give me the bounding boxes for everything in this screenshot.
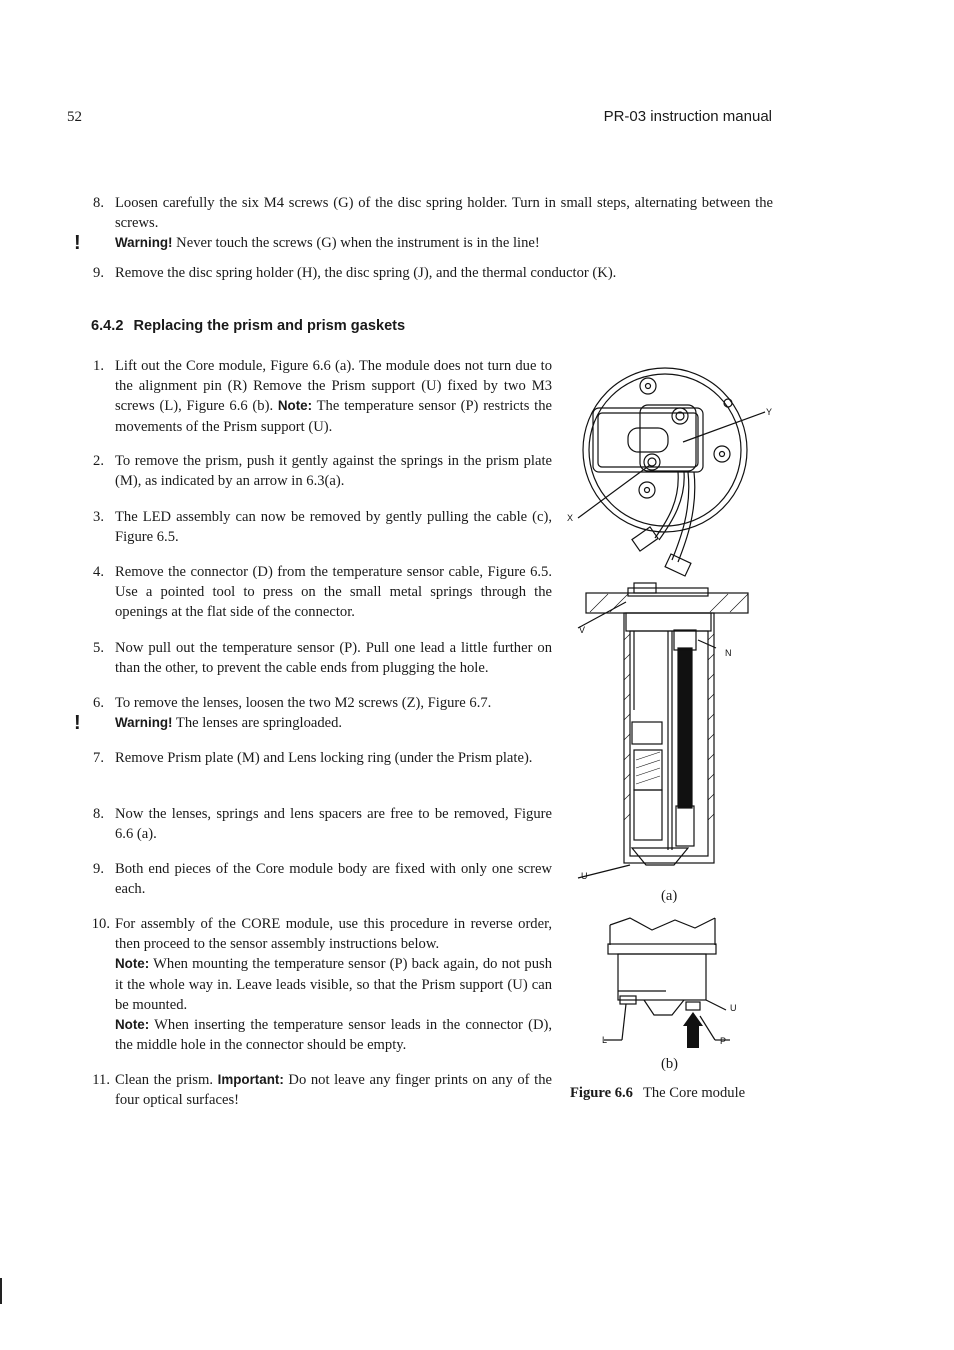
label-x: X — [567, 513, 574, 523]
figure-caption-text: The Core module — [642, 1085, 746, 1101]
figure-caption — [570, 1085, 745, 1102]
note-label: Note: — [277, 398, 313, 414]
label-u-detail: U — [730, 1003, 737, 1013]
section-heading — [91, 318, 405, 334]
list-number: 8. — [93, 806, 104, 822]
list-item — [115, 356, 552, 437]
running-header: PR-03 instruction manual — [603, 108, 772, 125]
warning-label: Warning! — [115, 235, 173, 250]
list-item: Loosen carefully the six M4 screws (G) of the disc spring holder. Turn in small steps, alternating between the screws. — [115, 195, 773, 232]
warning-icon: ! — [74, 232, 81, 254]
list-number: 10. — [91, 916, 110, 932]
list-item — [115, 1070, 552, 1110]
list-number: 5. — [93, 640, 104, 656]
list-item: To remove the prism, push it gently against the springs in the prism plate (M), as indicated by an arrow in 6.3(a). — [115, 453, 552, 490]
warning-label: Warning! — [115, 715, 173, 730]
label-l: L — [602, 1035, 608, 1045]
list-number: 2. — [93, 453, 104, 469]
label-v: V — [579, 625, 586, 635]
list-number: 3. — [93, 509, 104, 525]
note-label: Note: — [115, 956, 150, 972]
list-item: Both end pieces of the Core module body are fixed with only one screw each. — [115, 861, 552, 898]
list-number: 6. — [93, 695, 104, 711]
list-item: Now the lenses, springs and lens spacers are free to be removed, Figure 6.6 (a). — [115, 806, 552, 843]
step-text: Lift out the Core module, Figure 6.6 (a). The module does not turn due to the alignment pin (R) Remove the Prism support (U) fixed by two M3 screws (L), Figure 6.6 (b). — [115, 358, 552, 415]
note — [115, 954, 552, 1015]
step-text: For assembly of the CORE module, use this procedure in reverse order, then proceed to the sensor assembly instructions below. — [115, 916, 552, 953]
figure-caption-label: Figure 6.6 — [570, 1085, 633, 1101]
list-item: Remove Prism plate (M) and Lens locking ring (under the Prism plate). — [115, 750, 533, 766]
flange-outer — [583, 368, 747, 532]
warning-note — [115, 233, 773, 253]
page-edge-mark — [0, 1278, 2, 1304]
list-item: Remove the connector (D) from the temperature sensor cable, Figure 6.5. Use a pointed tool to press on the small metal springs through the openings at the flat side of the connector. — [115, 564, 552, 621]
subfigure-label-a: (a) — [661, 888, 678, 904]
list-number: 1. — [93, 358, 104, 374]
step-text: Do not leave any finger prints on any of the four optical surfaces! — [115, 1072, 552, 1109]
list-item: The LED assembly can now be removed by gently pulling the cable (c), Figure 6.5. — [115, 509, 552, 546]
list-number: 11. — [92, 1072, 110, 1088]
list-number: 9. — [93, 265, 104, 281]
warning-text: The lenses are springloaded. — [172, 715, 343, 731]
list-number: 9. — [93, 861, 104, 877]
list-item: To remove the lenses, loosen the two M2 screws (Z), Figure 6.7. — [115, 695, 492, 711]
note-text: When mounting the temperature sensor (P) back again, do not push it the whole way in. Leave leads visible, so that the Prism support (U) can be mounted. — [115, 956, 552, 1013]
step-text: The temperature sensor (P) restricts the movements of the Prism support (U). — [115, 398, 552, 435]
list-number: 7. — [93, 750, 104, 766]
section-number: 6.4.2 — [91, 318, 124, 334]
label-y: Y — [766, 407, 773, 417]
section-title: Replacing the prism and prism gaskets — [133, 318, 406, 334]
note — [115, 1015, 552, 1055]
warning-text: Never touch the screws (G) when the instrument is in the line! — [172, 235, 540, 251]
subfigure-label-b: (b) — [661, 1056, 679, 1072]
step-text: Clean the prism. — [115, 1072, 218, 1088]
label-p: P — [720, 1036, 727, 1046]
warning-note — [115, 713, 552, 733]
label-u: U — [581, 871, 588, 881]
figure-core-module — [560, 350, 775, 1120]
list-number: 8. — [93, 195, 104, 211]
list-item: Remove the disc spring holder (H), the disc spring (J), and the thermal conductor (K). — [115, 265, 617, 281]
flange-inner — [589, 374, 741, 526]
label-n: N — [725, 648, 732, 658]
note-label: Important: — [217, 1072, 284, 1087]
note-text: When inserting the temperature sensor leads in the connector (D), the middle hole in the connector should be empty. — [115, 1017, 552, 1054]
arrow-icon — [683, 1012, 703, 1048]
list-number: 4. — [93, 564, 104, 580]
list-item — [115, 914, 552, 1055]
list-item: Now pull out the temperature sensor (P). Pull one lead a little further on than the other, to prevent the cable ends from plugging the hole. — [115, 640, 552, 677]
core-module-drawing — [560, 350, 775, 1120]
note-label: Note: — [115, 1017, 150, 1033]
warning-icon: ! — [74, 712, 81, 734]
page-number: 52 — [67, 109, 82, 125]
